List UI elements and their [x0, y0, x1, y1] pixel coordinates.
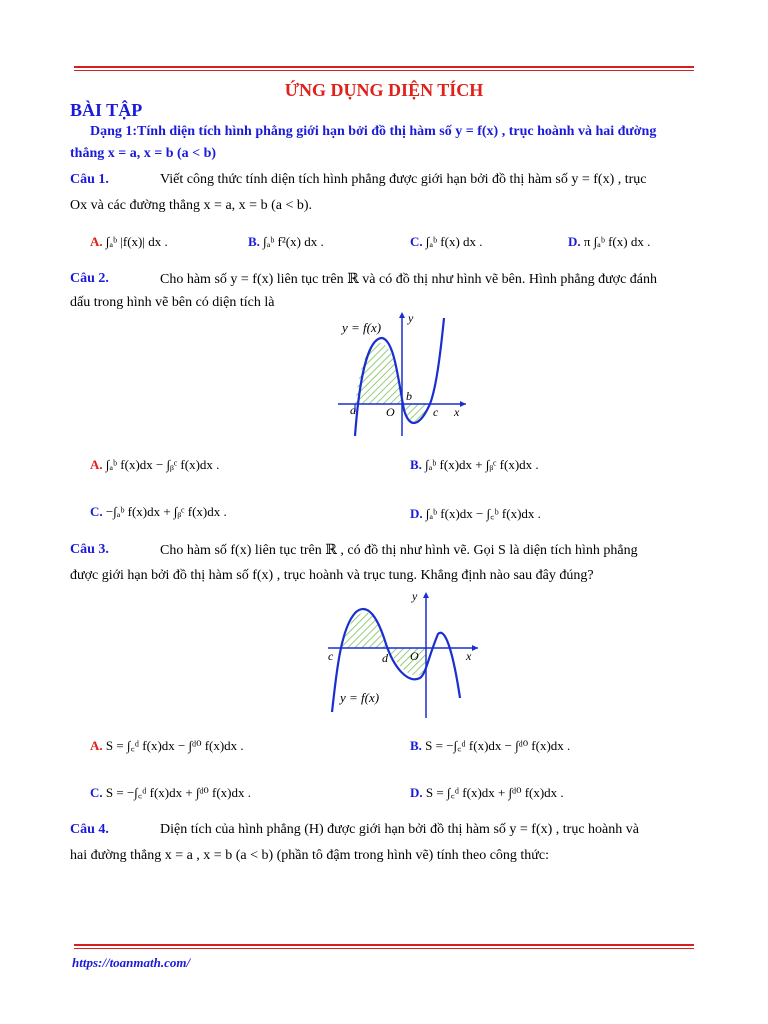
q2-option-c[interactable] — [90, 504, 227, 520]
q2-label: Câu 2. — [70, 271, 109, 286]
option-text: π ∫ₐᵇ f(x) dx . — [583, 234, 651, 249]
option-label: D. — [568, 234, 581, 249]
dang1-line2: thẳng x = a, x = b (a < b) — [70, 146, 217, 161]
q4-line2: hai đường thẳng x = a , x = b (a < b) (phần tô đậm trong hình vẽ) tính theo công thức: — [70, 848, 550, 863]
q1-option-d[interactable] — [568, 234, 650, 250]
q2-b-label: b — [406, 389, 412, 403]
option-text: S = −∫꜀ᵈ f(x)dx − ∫ᵈ⁰ f(x)dx . — [425, 738, 571, 753]
option-text: ∫ₐᵇ f(x)dx + ∫ᵦᶜ f(x)dx . — [425, 457, 539, 472]
option-text: ∫ₐᵇ f(x) dx . — [425, 234, 483, 249]
q1-label: Câu 1. — [70, 172, 109, 187]
q3-c-label: c — [328, 649, 334, 663]
option-label: A. — [90, 738, 103, 753]
section-heading: BÀI TẬP — [70, 100, 143, 120]
page-title: ỨNG DỤNG DIỆN TÍCH — [284, 80, 484, 100]
q4-line1: Diện tích của hình phẳng (H) được giới hạn bởi đồ thị hàm số y = f(x) , trục hoành và — [160, 822, 639, 837]
bottom-rule — [74, 944, 694, 949]
q2-line2: dấu trong hình vẽ bên có diện tích là — [70, 295, 275, 310]
top-rule — [74, 66, 694, 71]
q2-option-b[interactable] — [410, 457, 539, 473]
dang1-line1: Dạng 1:Tính diện tích hình phẳng giới hạn bởi đồ thị hàm số y = f(x) , trục hoành và hai đường — [90, 124, 657, 139]
q3-option-a[interactable] — [90, 736, 244, 754]
option-label: B. — [410, 738, 422, 753]
q2-c-label: c — [433, 405, 439, 419]
option-text: ∫ₐᵇ |f(x)| dx . — [105, 234, 168, 249]
q2-o-label: O — [386, 405, 395, 419]
q2-option-a[interactable] — [90, 457, 219, 473]
option-label: C. — [90, 504, 103, 519]
option-text: ∫ₐᵇ f(x)dx − ∫ᵦᶜ f(x)dx . — [105, 457, 220, 472]
option-label: D. — [410, 785, 423, 800]
q2-graph — [330, 308, 470, 440]
q3-label: Câu 3. — [70, 542, 109, 557]
option-label: B. — [410, 457, 422, 472]
q2-option-d[interactable] — [410, 504, 541, 522]
option-text: S = ∫꜀ᵈ f(x)dx + ∫ᵈ⁰ f(x)dx . — [425, 785, 564, 800]
q3-o-label: O — [410, 649, 419, 663]
option-label: C. — [90, 785, 103, 800]
q4-label: Câu 4. — [70, 822, 109, 837]
footer-link[interactable]: https://toanmath.com/ — [72, 955, 191, 970]
option-text: ∫ₐᵇ f(x)dx − ∫꜀ᵇ f(x)dx . — [425, 506, 541, 521]
option-text: S = −∫꜀ᵈ f(x)dx + ∫ᵈ⁰ f(x)dx . — [105, 785, 252, 800]
q3-line1: Cho hàm số f(x) liên tục trên ℝ , có đồ thị như hình vẽ. Gọi S là diện tích hình phẳng — [160, 543, 638, 558]
q3-graph — [322, 588, 482, 722]
option-label: B. — [248, 234, 260, 249]
q3-y-label: y — [412, 589, 418, 603]
q2-curve-label: y = f(x) — [342, 320, 382, 335]
q2-line1: Cho hàm số y = f(x) liên tục trên ℝ và có đồ thị như hình vẽ bên. Hình phẳng được đánh — [160, 272, 658, 287]
option-text: −∫ₐᵇ f(x)dx + ∫ᵦᶜ f(x)dx . — [105, 504, 227, 519]
q1-option-a[interactable] — [90, 234, 168, 250]
option-text: S = ∫꜀ᵈ f(x)dx − ∫ᵈ⁰ f(x)dx . — [105, 738, 244, 753]
option-label: A. — [90, 234, 103, 249]
q1-line1: Viết công thức tính diện tích hình phẳng được giới hạn bởi đồ thị hàm số y = f(x) , trục — [160, 172, 647, 187]
option-text: ∫ₐᵇ f²(x) dx . — [263, 234, 324, 249]
q3-line2: được giới hạn bởi đồ thị hàm số f(x) , trục hoành và trục tung. Khẳng định nào sau đây đúng? — [70, 568, 594, 583]
option-label: D. — [410, 506, 423, 521]
q3-curve-label: y = f(x) — [340, 690, 380, 705]
option-label: A. — [90, 457, 103, 472]
q1-option-c[interactable] — [410, 234, 483, 250]
q1-line2: Ox và các đường thẳng x = a, x = b (a < b). — [70, 198, 312, 213]
q3-d-label: d — [382, 651, 388, 665]
q3-option-b[interactable] — [410, 736, 570, 754]
q3-x-label: x — [466, 649, 472, 663]
q1-option-b[interactable] — [248, 234, 324, 250]
q2-y-label: y — [408, 311, 414, 325]
q2-a-label: a — [350, 403, 356, 417]
q3-option-d[interactable] — [410, 783, 564, 801]
q3-option-c[interactable] — [90, 783, 251, 801]
q2-x-label: x — [454, 405, 460, 419]
option-label: C. — [410, 234, 423, 249]
